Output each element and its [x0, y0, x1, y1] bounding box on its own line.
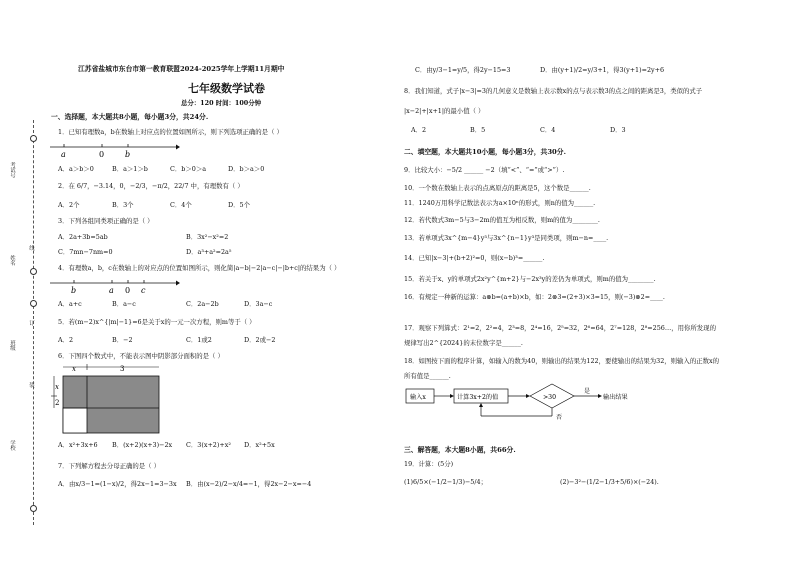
q1-number-line — [50, 139, 180, 159]
q1-stem: 1．已知有理数a，b在数轴上对应点的位置如图所示，则下列选项正确的是（ ） — [58, 128, 283, 136]
q18-line2: 所有值是______. — [404, 372, 451, 380]
q7-option-d: D．由(y+1)/2=y/3+1，得3(y+1)=2y+6 — [540, 66, 665, 74]
page-title: 七年级数学试卷 — [188, 82, 265, 95]
q7-stem: 7．下列解方程去分母正确的是（ ） — [58, 462, 160, 470]
q11: 11．1240万用科学记数法表示为a×10ⁿ的形式，则n的值为______. — [404, 199, 596, 207]
q17: 17．观察下列算式：2¹=2，2²=4，2³=8，2⁴=16，2⁵=32，2⁶=64，2⁷=128，2⁸=256…，用你所发现的 — [404, 324, 716, 332]
q10: 10．一个数在数轴上表示的点离原点的距离是5，这个数是______. — [404, 184, 591, 192]
binding-label-school: 学校 — [9, 440, 15, 451]
section2-heading: 二、填空题，本大题共10小题，每小题3分，共30分. — [404, 148, 566, 156]
q7-option-c: C．由y/3−1=y/5，得2y−15=3 — [415, 66, 511, 74]
binding-hole — [30, 135, 37, 142]
q6-option-a: A．x²+3x+6 — [58, 441, 98, 449]
binding-hole — [30, 505, 37, 512]
q13: 13．若单项式3x^{m−4}y³与3x^{n−1}y³是同类项，则m−n=____. — [404, 234, 609, 242]
q4-number-line — [50, 275, 180, 295]
q2-option-a: A．2个 — [58, 201, 80, 209]
q6-option-b: B．(x+2)(x+3)−2x — [112, 441, 173, 449]
q1-axis-a: a — [61, 150, 66, 159]
q5-option-b: B．−2 — [112, 336, 133, 344]
binding-mark-install: 装 — [28, 382, 34, 388]
q5-option-c: C．1或2 — [186, 336, 212, 344]
binding-mark-order: 订 — [28, 320, 34, 326]
q4-option-c: C．2a−2b — [186, 300, 219, 308]
binding-label-name: 姓名 — [9, 255, 15, 266]
q3-option-d: D．a³+a²=2a⁵ — [186, 248, 232, 256]
q4-axis-a: a — [109, 286, 114, 295]
q4-axis-c: c — [141, 286, 146, 295]
flow-condition: >30 — [543, 394, 557, 401]
q1-option-a: A．a＞b＞0 — [58, 165, 94, 173]
q8-option-d: D．3 — [610, 126, 626, 134]
q1-option-b: B．a＞1＞b — [112, 165, 148, 173]
binding-mark-line: 线 — [28, 245, 34, 251]
school-header: 江苏省盐城市东台市第一教育联盟2024-2025学年上学期11月期中 — [78, 65, 285, 73]
flow-input: 输入x — [410, 394, 426, 401]
q6-label-top-3: 3 — [120, 365, 125, 373]
q4-stem: 4．有理数a，b，c在数轴上的对应点的位置如图所示，则化简|a−b|−2|a−c|−|b+c|的结果为（ ） — [58, 264, 341, 272]
q17-line2: 规律写出2^{2024}的末位数字是______. — [404, 339, 523, 347]
q4-axis-zero: 0 — [125, 286, 131, 295]
q5-option-a: A．2 — [58, 336, 74, 344]
q3-stem: 3．下列各组同类项正确的是（ ） — [58, 217, 154, 225]
q8-stem: 8．我们知道，式子|x−3|=3的几何意义是数轴上表示数x的点与表示数3的点之间的距离是3，类似的式子 — [404, 87, 703, 95]
q1-axis-zero: 0 — [99, 150, 105, 159]
q2-option-b: B．3个 — [112, 201, 134, 209]
q6-area-figure — [50, 362, 162, 436]
q9: 9．比较大小：−5/2 ______ −2（填“<”、“=”或“>”）. — [404, 166, 565, 174]
q6-label-top-x: x — [72, 365, 76, 373]
q12: 12．若代数式3m−5与3−2m的值互为相反数，则m的值为________. — [404, 216, 600, 224]
q18: 18．如图按下面的程序计算，如输入的数为40，则输出的结果为122，要使输出的结果为32，则输入的正数x的 — [404, 357, 719, 365]
q8-stem-2: |x−2|+|x+1|的最小值（ ） — [404, 107, 485, 115]
flow-output: 输出结果 — [603, 394, 628, 401]
q1-axis-b: b — [125, 150, 131, 159]
q19-part2: (2)−3²−(1/2−1/3+5/6)×(−24). — [560, 478, 659, 486]
q3-option-c: C．7mn−7nm=0 — [58, 248, 113, 256]
binding-label-exam-no: 考试号 — [9, 162, 15, 179]
q5-stem: 5．若(m−2)x^{|m|−1}=6是关于x的一元一次方程，则m等于（ ） — [58, 318, 256, 326]
q6-option-c: C．3(x+2)+x² — [186, 441, 231, 449]
binding-hole — [30, 300, 37, 307]
q2-option-d: D．5个 — [228, 201, 250, 209]
q3-option-a: A．2a+3b=5ab — [58, 233, 108, 241]
q2-stem: 2．在 6/7，−3.14，0，−2/3，−π/2，22/7 中，有理数有（ ） — [58, 182, 244, 190]
q4-option-d: D．3a−c — [244, 300, 273, 308]
q8-option-b: B．5 — [470, 126, 486, 134]
q8-option-a: A．2 — [411, 126, 427, 134]
q4-option-a: A．a+c — [58, 300, 82, 308]
section3-heading: 三、解答题，本大题8小题，共66分. — [404, 446, 516, 454]
q15: 15．若关于x、y的单项式2x²y^{m+2}与−2x³y的差仍为单项式，则m的值为________. — [404, 275, 656, 283]
q6-label-side-2: 2 — [55, 399, 60, 407]
q6-option-d: D．x²+5x — [244, 441, 275, 449]
flow-calc: 计算3x+2的值 — [457, 394, 499, 401]
q19-stem: 19．计算：(5分) — [404, 460, 454, 468]
q4-option-b: B．a−c — [112, 300, 136, 308]
flow-no: 否 — [556, 414, 563, 421]
q4-axis-b: b — [71, 286, 77, 295]
section1-heading: 一、选择题，本大题共8小题，每小题3分，共24分. — [51, 113, 209, 121]
q1-option-d: D．b＞a＞0 — [228, 165, 265, 173]
binding-label-class: 班级 — [9, 340, 15, 351]
q16: 16．有规定一种新的运算：a⊗b=(a+b)×b，如：2⊗3=(2+3)×3=15，则(−3)⊗2=____. — [404, 293, 665, 301]
q7-option-a: A．由x/3−1=(1−x)/2，得2x−1=3−3x — [58, 480, 177, 488]
q19-part1: (1)6/5×(−1/2−1/3)−5/4； — [404, 478, 487, 486]
q6-label-side-x: x — [55, 383, 59, 391]
q1-option-c: C．b＞0＞a — [170, 165, 207, 173]
q14: 14．已知|x−3|+(b+2)²=0，则(x−b)³=______. — [404, 254, 545, 262]
q6-stem: 6．下图四个数式中，不能表示图中阴影部分面积的是（ ） — [58, 352, 224, 360]
flow-yes: 是 — [584, 388, 591, 395]
exam-meta: 总分：120 时间：100分钟 — [181, 99, 262, 107]
q18-flowchart — [402, 380, 672, 422]
q7-option-b: B．由(x−2)/2−x/4=−1，得2x−2−x=−4 — [186, 480, 312, 488]
q5-option-d: D．2或−2 — [244, 336, 276, 344]
q8-option-c: C．4 — [540, 126, 556, 134]
q2-option-c: C．4个 — [170, 201, 192, 209]
binding-hole — [30, 268, 37, 275]
q3-option-b: B．3x²−x²=2 — [186, 233, 229, 241]
